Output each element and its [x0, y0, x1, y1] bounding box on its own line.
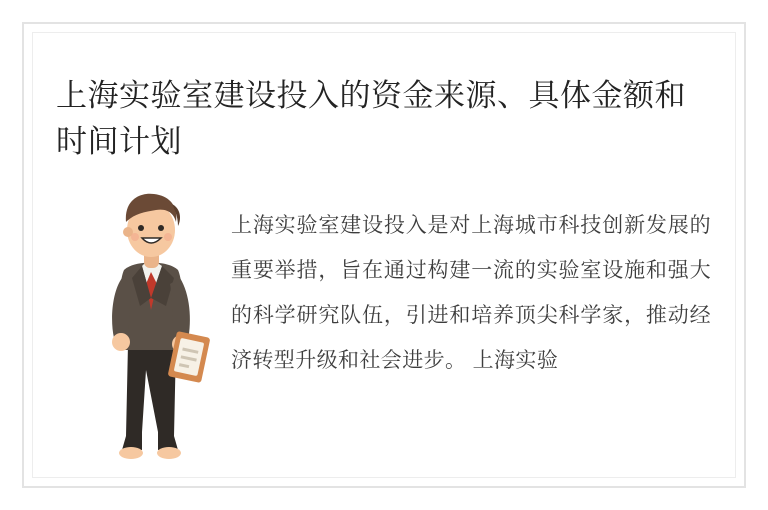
article-body: [56, 164, 712, 464]
article-card: [22, 22, 746, 488]
businessman-with-clipboard-illustration: [84, 174, 224, 464]
article-paragraph: 上海实验室建设投入是对上海城市科技创新发展的重要举措，旨在通过构建一流的实验室设施和强大的科学研究队伍，引进和培养顶尖科学家，推动经济转型升级和社会进步。 上海实验: [231, 214, 711, 372]
page-title: 上海实验室建设投入的资金来源、具体金额和时间计划: [56, 77, 686, 159]
